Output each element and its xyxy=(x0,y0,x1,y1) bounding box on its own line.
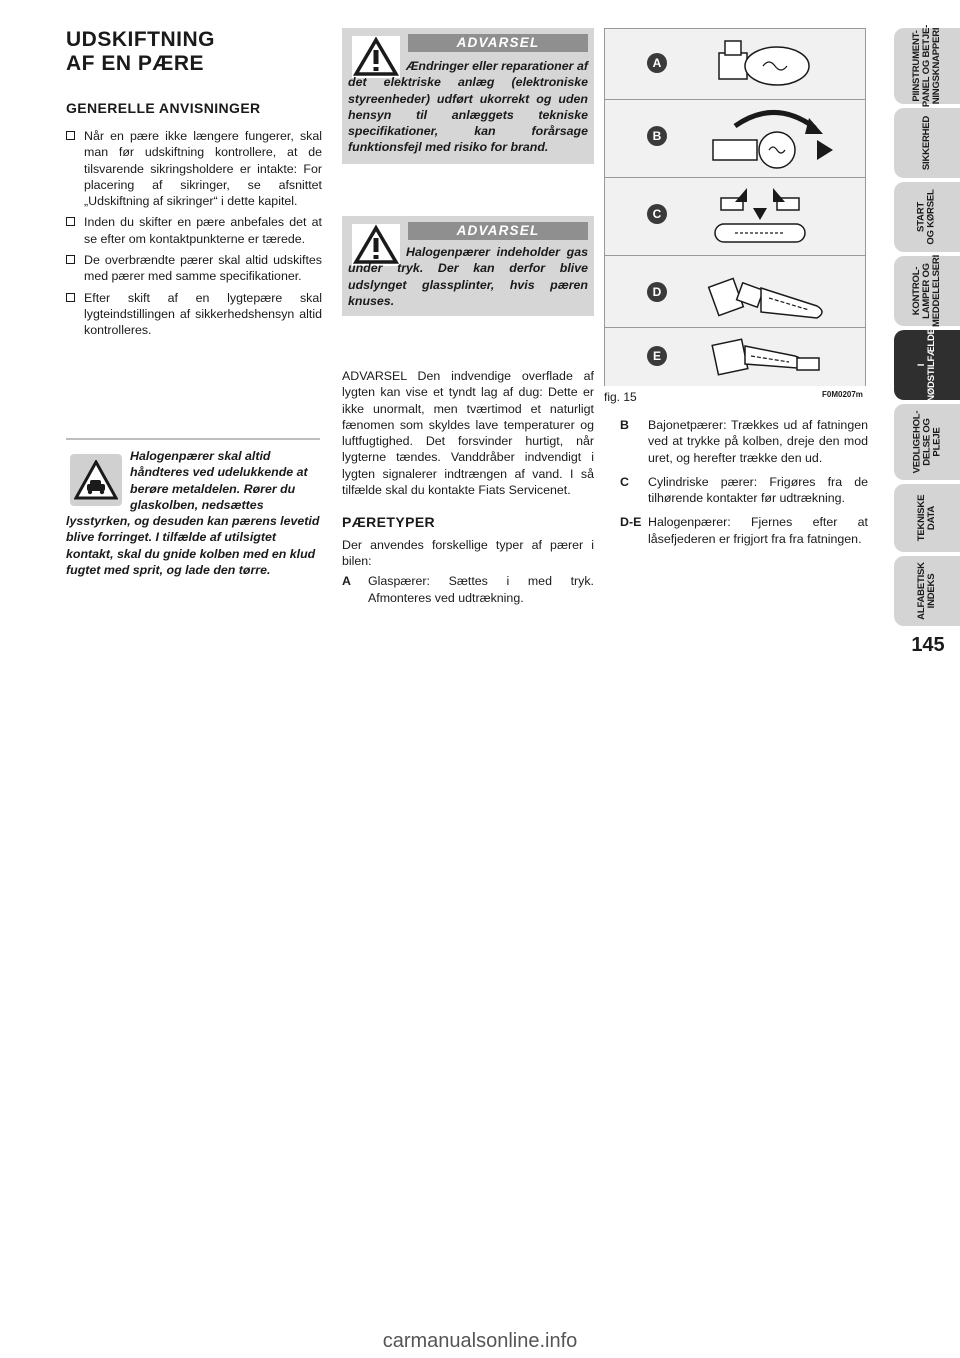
condensation-paragraph: ADVARSEL Den indvendige overflade af lygten kan vise et tyndt lag af dug: Dette er ikke unormalt, men tværtimod et naturligt fænomen som skyldes lave temperaturer og luftfugtighed. Det forsvinder hurtigt, når lygterne tændes. Vanddråber indvendigt i lygten signalerer indtrængen af vand. I så tilfælde skal du kontakte Fiats Servicenet. xyxy=(342,369,594,498)
bullet-text: Efter skift af en lygtepære skal lygteindstillingen af sikkerhedshensyn altid kontrolleres. xyxy=(84,290,322,338)
tab-label: SIKKERHED xyxy=(921,115,932,171)
tab-label: I NØDSTILFÆLDE xyxy=(916,328,938,402)
bullet-item xyxy=(66,290,322,339)
bullet-text: De overbrændte pærer skal altid udskiftes med pærer med samme specifikationer. xyxy=(84,253,322,284)
tab-start-driving[interactable] xyxy=(894,182,960,252)
page-number: 145 xyxy=(911,634,945,656)
checkbox-bullet-icon xyxy=(66,293,75,302)
tab-label: TEKNISKE DATA xyxy=(916,494,937,542)
bullet-item xyxy=(66,252,322,285)
tab-label: KONTROL- LAMPER OG MEDDELELSERI xyxy=(911,254,942,328)
advarsel-box-electrical xyxy=(342,28,594,164)
tab-label: START OG KØRSEL xyxy=(916,189,937,245)
bulb-type-d-e xyxy=(620,514,868,547)
bulb-type-key: C xyxy=(620,474,629,489)
bulb-type-key: B xyxy=(620,418,629,432)
tab-instrument-panel[interactable] xyxy=(894,24,960,108)
bulb-type-text: Glaspærer: Sættes i med tryk. Afmonteres ved udtrækning. xyxy=(368,574,594,605)
figure-code: F0M0207m xyxy=(822,390,863,399)
panel-badge: B xyxy=(647,126,667,146)
halogen-handling-text: Halogenpærer skal altid håndteres ved udelukkende at berøre metaldelen. Rører du glaskolben, nedsættes lysstyrken, og desuden kan pærens levetid blive forringet. I tilfælde af utilsigtet kontakt, skal du gnide kolben med en klud fugtet med sprit, og lade den tørre. xyxy=(66,449,320,578)
bullet-item xyxy=(66,128,322,209)
glass-bulb-icon xyxy=(685,33,835,95)
tab-maintenance[interactable] xyxy=(894,404,960,480)
middle-text-column xyxy=(342,368,594,606)
tab-emergency[interactable] xyxy=(894,330,960,400)
bayonet-bulb-icon xyxy=(685,104,855,176)
advarsel-label: ADVARSEL xyxy=(408,222,588,240)
bullet-list xyxy=(66,128,322,344)
bulb-type-text: Cylindriske pærer: Frigøres fra de tilhørende kontakter før udtrækning. xyxy=(648,474,868,506)
figure-panel-b xyxy=(605,100,865,178)
advarsel-text: Ændringer eller reparationer af det elektriske anlæg (elektroniske styreenheder) udført ukorrekt og uden hensyn til anlæggets tekniske specifikationer, kan forårsage funktionsfejl med risiko for brand. xyxy=(348,59,588,155)
bullet-text: Når en pære ikke længere fungerer, skal man før udskiftning kontrollere, at de tilsvarende sikringsholdere er intakte: For placering af sikringer, se afsnittet „Udskiftning af sikringer“ i dette kapitel. xyxy=(84,129,322,209)
tab-warning-lights[interactable] xyxy=(894,256,960,326)
page-title-line2: AF EN PÆRE xyxy=(66,52,205,75)
page-title-line1: UDSKIFTNING xyxy=(66,28,215,51)
figure-panel-c xyxy=(605,178,865,256)
section-heading-bulb-types: PÆRETYPER xyxy=(342,514,436,531)
figure-panel-d xyxy=(605,256,865,328)
tab-safety[interactable] xyxy=(894,108,960,178)
bulb-type-key: D-E xyxy=(620,515,642,530)
bulb-type-text: Halogenpærer: Fjernes efter at låsefjederen er frigjort fra fra fatningen. xyxy=(648,515,868,546)
panel-badge: A xyxy=(647,53,667,73)
advarsel-label: ADVARSEL xyxy=(408,34,588,52)
halogen-handling-warning xyxy=(66,438,320,578)
section-heading-general: GENERELLE ANVISNINGER xyxy=(66,100,261,116)
car-warning-icon xyxy=(70,454,122,506)
bulb-types-intro: Der anvendes forskellige typer af pærer i bilen: xyxy=(342,537,594,568)
bulb-types-list xyxy=(620,417,868,555)
advarsel-box-halogen-gas xyxy=(342,216,594,316)
figure-panel-e xyxy=(605,328,865,386)
panel-badge: E xyxy=(647,346,667,366)
checkbox-bullet-icon xyxy=(66,255,75,264)
bulb-type-text: Bajonetpærer: Trækkes ud af fatningen ved at trykke på kolben, dreje den mod uret, og herefter trække den ud. xyxy=(648,418,868,465)
advarsel-text: Halogenpærer indeholder gas under tryk. Der kan derfor blive udslynget glassplinter, hvis pæren knuses. xyxy=(348,245,588,308)
halogen-bulb-e-icon xyxy=(685,332,855,386)
bulb-type-b xyxy=(620,417,868,466)
cylindrical-bulb-icon xyxy=(685,182,855,254)
panel-badge: C xyxy=(647,204,667,224)
figure-panel-a xyxy=(605,29,865,100)
figure-caption: fig. 15 xyxy=(604,390,637,404)
tab-technical-data[interactable] xyxy=(894,484,960,552)
bulb-types-figure xyxy=(604,28,866,386)
bullet-text: Inden du skifter en pære anbefales det at se efter om kontaktpunkterne er tærede. xyxy=(84,215,322,246)
checkbox-bullet-icon xyxy=(66,217,75,226)
tab-label: PIINSTRUMENT- PANEL OG BETJE- NINGSKNAPPERI xyxy=(911,24,943,108)
bulb-type-c xyxy=(620,474,868,507)
tab-label: VEDLIGEHOL- DELSE OG PLEJE xyxy=(911,410,942,474)
page-title xyxy=(66,28,326,76)
bullet-item xyxy=(66,214,322,247)
panel-badge: D xyxy=(647,282,667,302)
halogen-bulb-d-icon xyxy=(685,260,855,328)
tab-index[interactable] xyxy=(894,556,960,626)
tab-label: ALFABETISK INDEKS xyxy=(915,562,937,620)
bulb-type-a xyxy=(342,573,594,606)
watermark: carmanualsonline.info xyxy=(382,1330,578,1352)
checkbox-bullet-icon xyxy=(66,131,75,140)
bulb-type-key: A xyxy=(342,574,351,589)
